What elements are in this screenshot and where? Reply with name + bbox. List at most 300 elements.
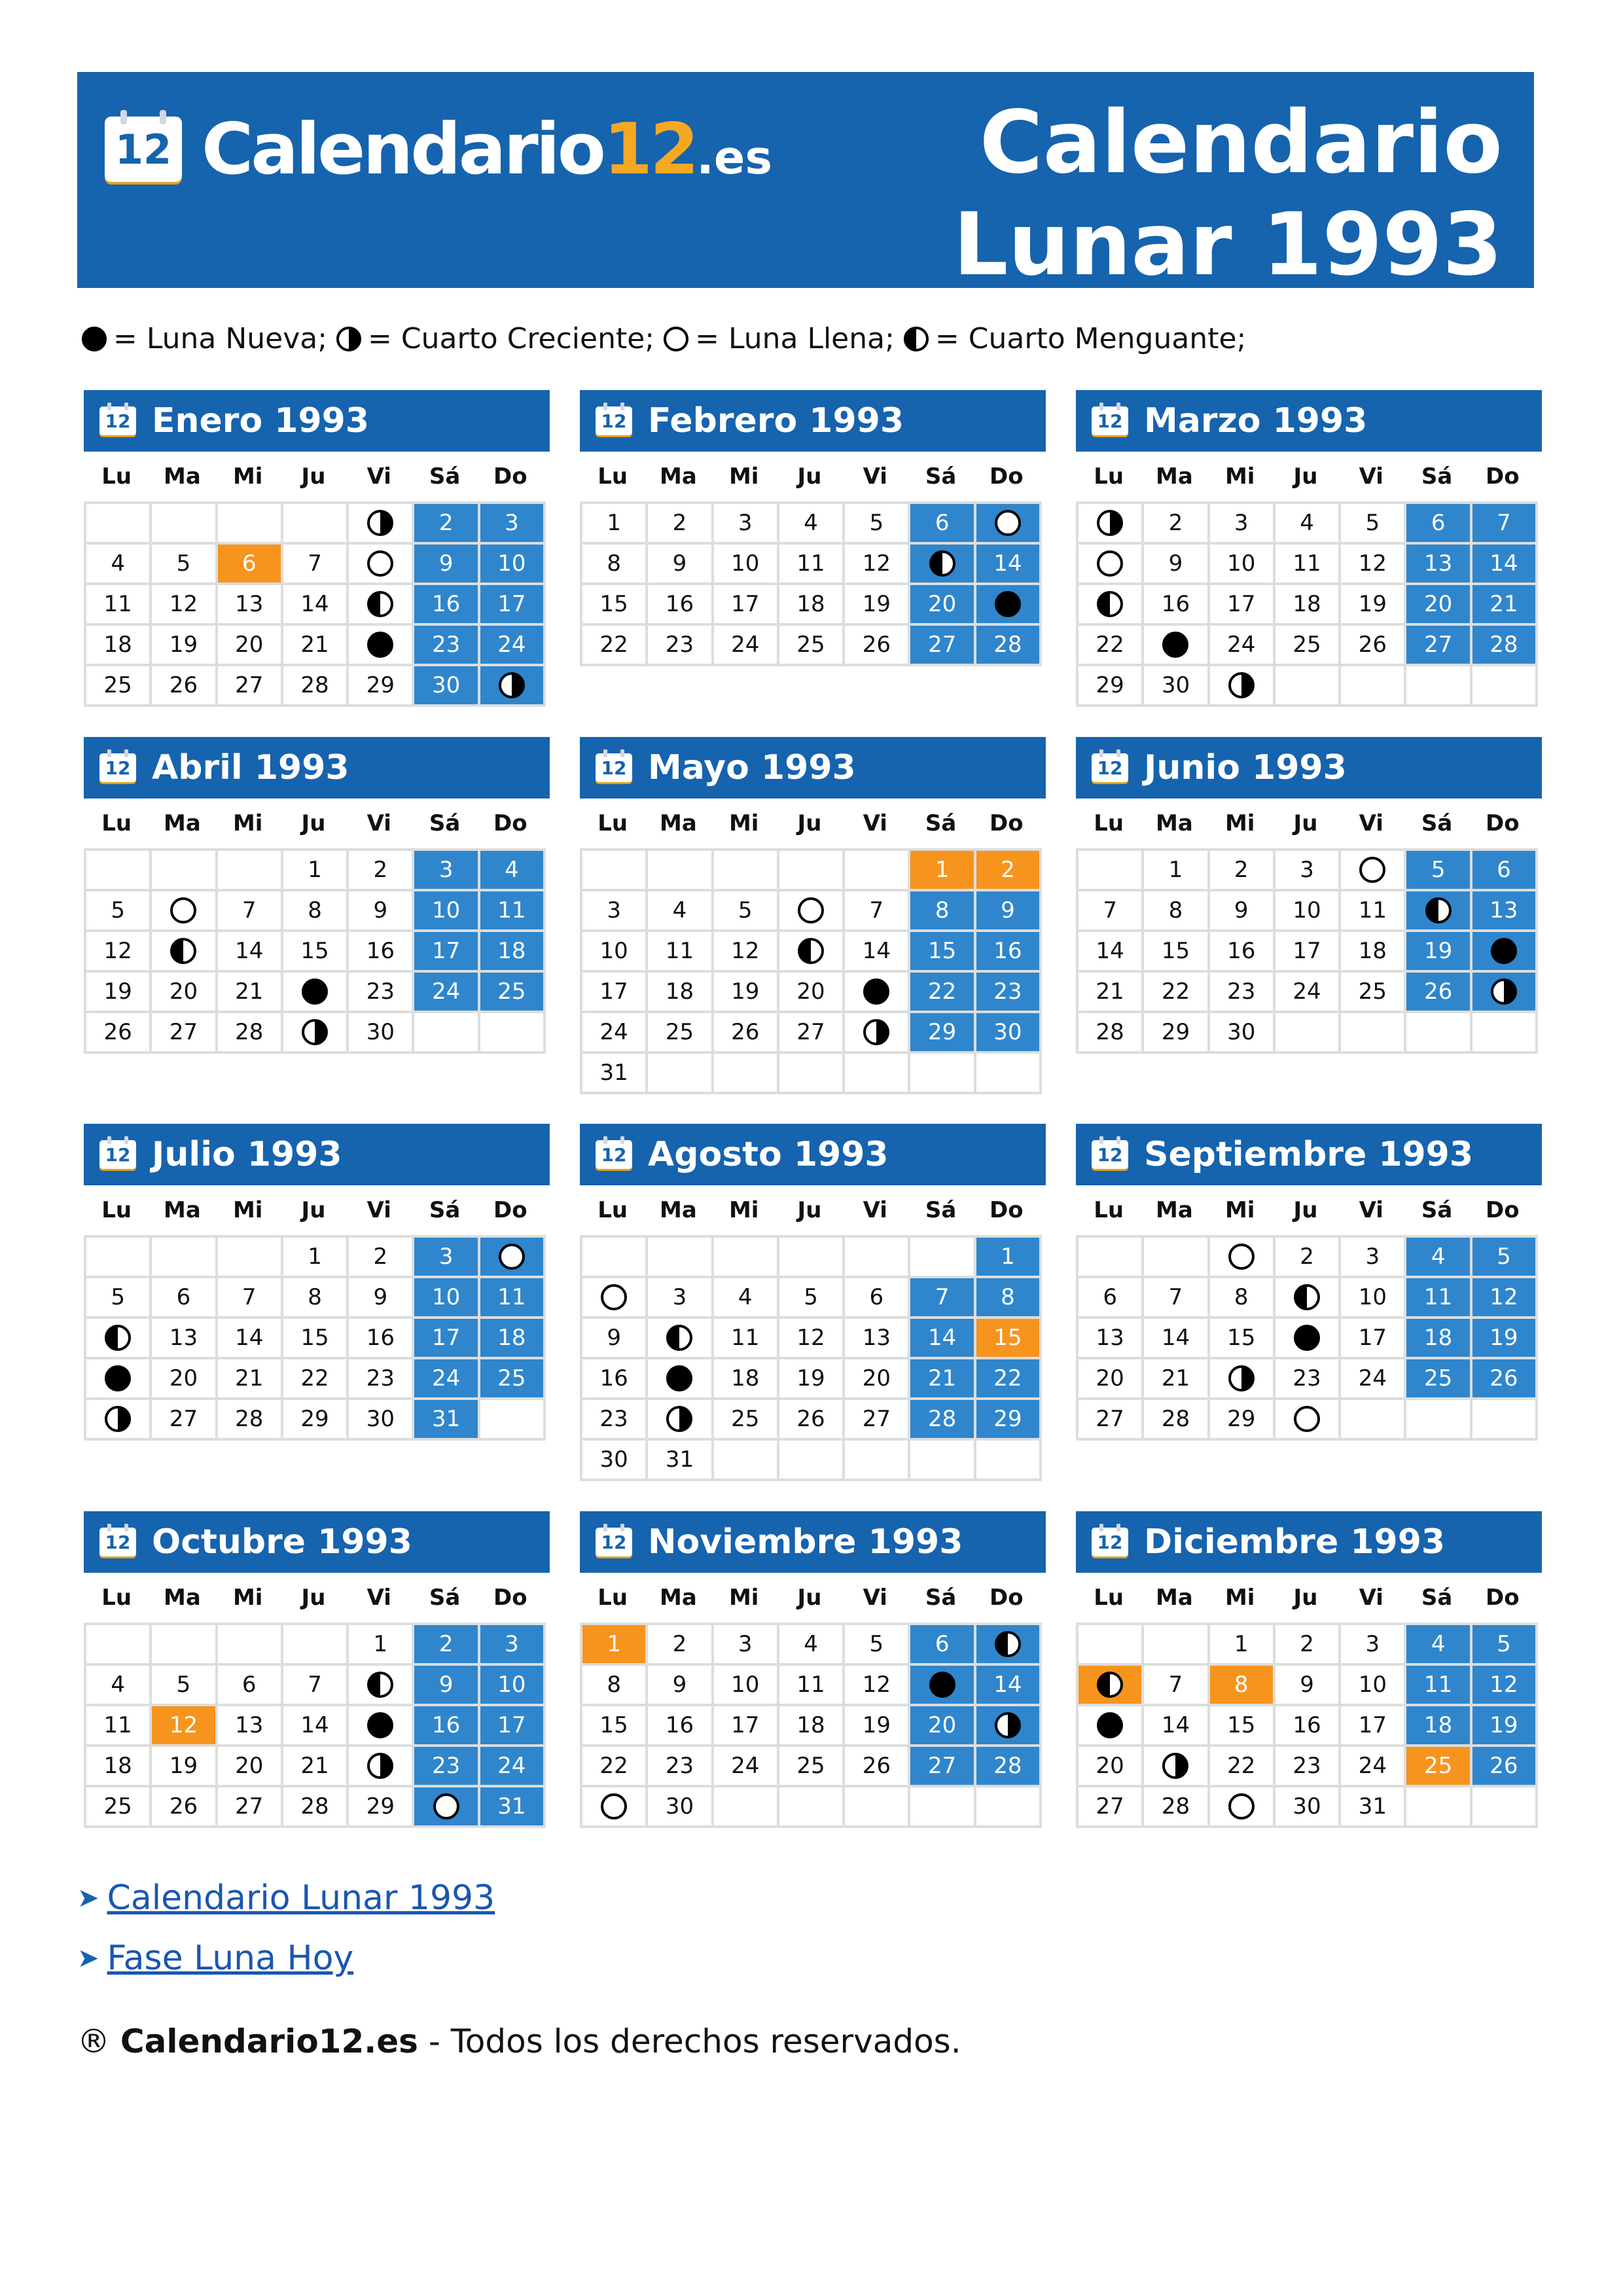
day-cell[interactable]: 29: [1144, 1013, 1209, 1054]
day-cell[interactable]: 17: [1341, 1706, 1406, 1747]
day-cell[interactable]: 24: [714, 1747, 779, 1787]
day-cell[interactable]: [1472, 973, 1538, 1013]
day-cell[interactable]: [779, 891, 845, 932]
day-cell[interactable]: 16: [648, 585, 713, 626]
day-cell[interactable]: 31: [582, 1054, 648, 1094]
day-cell[interactable]: 24: [714, 626, 779, 666]
day-cell[interactable]: 31: [414, 1400, 480, 1441]
day-cell[interactable]: 30: [349, 1013, 414, 1054]
day-cell[interactable]: 20: [779, 973, 845, 1013]
day-cell[interactable]: 17: [582, 973, 648, 1013]
day-cell[interactable]: 3: [1341, 1625, 1406, 1666]
day-cell[interactable]: 27: [910, 1747, 976, 1787]
day-cell[interactable]: 14: [1144, 1706, 1209, 1747]
day-cell[interactable]: 14: [218, 1319, 283, 1359]
day-cell[interactable]: [582, 1787, 648, 1828]
day-cell[interactable]: 6: [910, 504, 976, 545]
day-cell[interactable]: 30: [414, 666, 480, 707]
day-cell[interactable]: 20: [152, 1359, 217, 1400]
day-cell[interactable]: [1275, 1319, 1341, 1359]
day-cell[interactable]: 2: [414, 1625, 480, 1666]
day-cell[interactable]: 3: [1341, 1238, 1406, 1278]
day-cell[interactable]: 1: [582, 1625, 648, 1666]
day-cell[interactable]: 7: [1144, 1666, 1209, 1706]
day-cell[interactable]: 5: [152, 545, 217, 585]
day-cell[interactable]: [152, 891, 217, 932]
day-cell[interactable]: 18: [1341, 932, 1406, 973]
day-cell[interactable]: 9: [349, 891, 414, 932]
day-cell[interactable]: 29: [976, 1400, 1042, 1441]
day-cell[interactable]: 6: [845, 1278, 910, 1319]
day-cell[interactable]: 12: [779, 1319, 845, 1359]
day-cell[interactable]: 20: [218, 1747, 283, 1787]
day-cell[interactable]: 16: [1275, 1706, 1341, 1747]
day-cell[interactable]: 10: [714, 1666, 779, 1706]
day-cell[interactable]: 12: [845, 545, 910, 585]
day-cell[interactable]: [976, 1706, 1042, 1747]
moon-today-link[interactable]: Fase Luna Hoy: [107, 1939, 354, 1978]
day-cell[interactable]: 8: [582, 545, 648, 585]
day-cell[interactable]: 5: [1406, 851, 1472, 891]
day-cell[interactable]: 10: [414, 1278, 480, 1319]
day-cell[interactable]: 13: [845, 1319, 910, 1359]
day-cell[interactable]: 4: [779, 504, 845, 545]
day-cell[interactable]: 23: [349, 1359, 414, 1400]
day-cell[interactable]: 18: [1406, 1706, 1472, 1747]
day-cell[interactable]: 28: [1079, 1013, 1144, 1054]
day-cell[interactable]: 18: [86, 626, 152, 666]
day-cell[interactable]: 25: [86, 1787, 152, 1828]
day-cell[interactable]: 15: [1144, 932, 1209, 973]
day-cell[interactable]: [845, 973, 910, 1013]
day-cell[interactable]: 18: [648, 973, 713, 1013]
day-cell[interactable]: 11: [86, 1706, 152, 1747]
day-cell[interactable]: 22: [1079, 626, 1144, 666]
day-cell[interactable]: 11: [480, 1278, 546, 1319]
day-cell[interactable]: 1: [582, 504, 648, 545]
day-cell[interactable]: 19: [845, 1706, 910, 1747]
day-cell[interactable]: 26: [845, 1747, 910, 1787]
day-cell[interactable]: 20: [1079, 1359, 1144, 1400]
day-cell[interactable]: 23: [582, 1400, 648, 1441]
day-cell[interactable]: 31: [480, 1787, 546, 1828]
link-lunar-calendar[interactable]: [77, 1878, 495, 1918]
day-cell[interactable]: [648, 1319, 713, 1359]
day-cell[interactable]: 7: [1144, 1278, 1209, 1319]
day-cell[interactable]: 11: [714, 1319, 779, 1359]
day-cell[interactable]: 21: [283, 626, 349, 666]
day-cell[interactable]: [976, 504, 1042, 545]
day-cell[interactable]: 25: [714, 1400, 779, 1441]
day-cell[interactable]: 7: [283, 1666, 349, 1706]
day-cell[interactable]: 16: [349, 932, 414, 973]
day-cell[interactable]: 7: [218, 1278, 283, 1319]
day-cell[interactable]: [1079, 585, 1144, 626]
day-cell[interactable]: 17: [414, 1319, 480, 1359]
day-cell[interactable]: 22: [976, 1359, 1042, 1400]
day-cell[interactable]: 28: [976, 1747, 1042, 1787]
day-cell[interactable]: 12: [1472, 1666, 1538, 1706]
day-cell[interactable]: 10: [582, 932, 648, 973]
day-cell[interactable]: 2: [349, 851, 414, 891]
day-cell[interactable]: 14: [976, 545, 1042, 585]
day-cell[interactable]: 5: [845, 1625, 910, 1666]
day-cell[interactable]: 3: [414, 851, 480, 891]
day-cell[interactable]: 25: [779, 626, 845, 666]
day-cell[interactable]: 27: [845, 1400, 910, 1441]
day-cell[interactable]: [1144, 626, 1209, 666]
day-cell[interactable]: [1079, 504, 1144, 545]
day-cell[interactable]: 7: [218, 891, 283, 932]
day-cell[interactable]: 9: [648, 545, 713, 585]
day-cell[interactable]: 6: [1406, 504, 1472, 545]
day-cell[interactable]: [582, 1278, 648, 1319]
day-cell[interactable]: 19: [845, 585, 910, 626]
day-cell[interactable]: 9: [414, 1666, 480, 1706]
day-cell[interactable]: 27: [1079, 1787, 1144, 1828]
day-cell[interactable]: 11: [1275, 545, 1341, 585]
day-cell[interactable]: 23: [648, 1747, 713, 1787]
day-cell[interactable]: 29: [349, 666, 414, 707]
day-cell[interactable]: 24: [582, 1013, 648, 1054]
day-cell[interactable]: [480, 1238, 546, 1278]
day-cell[interactable]: 13: [1472, 891, 1538, 932]
day-cell[interactable]: 19: [779, 1359, 845, 1400]
day-cell[interactable]: 21: [1472, 585, 1538, 626]
day-cell[interactable]: 9: [976, 891, 1042, 932]
day-cell[interactable]: 13: [152, 1319, 217, 1359]
day-cell[interactable]: 30: [349, 1400, 414, 1441]
day-cell[interactable]: 26: [86, 1013, 152, 1054]
site-logo[interactable]: [105, 110, 772, 188]
day-cell[interactable]: 3: [1210, 504, 1275, 545]
day-cell[interactable]: 7: [910, 1278, 976, 1319]
day-cell[interactable]: [480, 666, 546, 707]
day-cell[interactable]: 20: [1079, 1747, 1144, 1787]
day-cell[interactable]: [1341, 851, 1406, 891]
day-cell[interactable]: [648, 1400, 713, 1441]
day-cell[interactable]: 8: [283, 891, 349, 932]
day-cell[interactable]: 3: [480, 504, 546, 545]
day-cell[interactable]: 8: [1144, 891, 1209, 932]
day-cell[interactable]: 10: [1341, 1278, 1406, 1319]
day-cell[interactable]: 21: [218, 1359, 283, 1400]
day-cell[interactable]: 9: [1275, 1666, 1341, 1706]
day-cell[interactable]: 3: [1275, 851, 1341, 891]
day-cell[interactable]: [152, 932, 217, 973]
day-cell[interactable]: 12: [1472, 1278, 1538, 1319]
day-cell[interactable]: [349, 1666, 414, 1706]
day-cell[interactable]: 19: [1341, 585, 1406, 626]
day-cell[interactable]: 26: [152, 666, 217, 707]
day-cell[interactable]: 4: [648, 891, 713, 932]
day-cell[interactable]: [648, 1359, 713, 1400]
day-cell[interactable]: 8: [283, 1278, 349, 1319]
day-cell[interactable]: 10: [1275, 891, 1341, 932]
day-cell[interactable]: [910, 1666, 976, 1706]
day-cell[interactable]: 29: [1079, 666, 1144, 707]
day-cell[interactable]: [86, 1400, 152, 1441]
day-cell[interactable]: 15: [283, 1319, 349, 1359]
day-cell[interactable]: 8: [1210, 1278, 1275, 1319]
day-cell[interactable]: 14: [218, 932, 283, 973]
day-cell[interactable]: [1144, 1747, 1209, 1787]
day-cell[interactable]: 12: [152, 585, 217, 626]
day-cell[interactable]: 2: [1210, 851, 1275, 891]
day-cell[interactable]: 17: [1341, 1319, 1406, 1359]
day-cell[interactable]: [976, 585, 1042, 626]
day-cell[interactable]: 25: [1341, 973, 1406, 1013]
day-cell[interactable]: 27: [152, 1400, 217, 1441]
day-cell[interactable]: 6: [1472, 851, 1538, 891]
day-cell[interactable]: 29: [283, 1400, 349, 1441]
day-cell[interactable]: 29: [349, 1787, 414, 1828]
day-cell[interactable]: 15: [1210, 1319, 1275, 1359]
day-cell[interactable]: 28: [218, 1400, 283, 1441]
link-moon-today[interactable]: [77, 1939, 353, 1978]
day-cell[interactable]: 25: [86, 666, 152, 707]
day-cell[interactable]: 4: [779, 1625, 845, 1666]
day-cell[interactable]: 6: [910, 1625, 976, 1666]
day-cell[interactable]: 19: [714, 973, 779, 1013]
day-cell[interactable]: 22: [1144, 973, 1209, 1013]
day-cell[interactable]: 1: [283, 1238, 349, 1278]
day-cell[interactable]: 11: [648, 932, 713, 973]
day-cell[interactable]: 11: [1341, 891, 1406, 932]
day-cell[interactable]: 4: [480, 851, 546, 891]
day-cell[interactable]: 24: [1341, 1359, 1406, 1400]
day-cell[interactable]: 22: [1210, 1747, 1275, 1787]
day-cell[interactable]: 2: [414, 504, 480, 545]
day-cell[interactable]: [349, 545, 414, 585]
day-cell[interactable]: [414, 1787, 480, 1828]
day-cell[interactable]: 29: [1210, 1400, 1275, 1441]
day-cell[interactable]: 8: [1210, 1666, 1275, 1706]
day-cell[interactable]: 14: [283, 1706, 349, 1747]
day-cell[interactable]: 23: [1275, 1359, 1341, 1400]
day-cell[interactable]: 30: [976, 1013, 1042, 1054]
day-cell[interactable]: 4: [1275, 504, 1341, 545]
day-cell[interactable]: 17: [1210, 585, 1275, 626]
day-cell[interactable]: 11: [779, 545, 845, 585]
day-cell[interactable]: 3: [582, 891, 648, 932]
day-cell[interactable]: 12: [152, 1706, 217, 1747]
day-cell[interactable]: 24: [1275, 973, 1341, 1013]
day-cell[interactable]: 21: [218, 973, 283, 1013]
day-cell[interactable]: 12: [86, 932, 152, 973]
day-cell[interactable]: 9: [1210, 891, 1275, 932]
day-cell[interactable]: 11: [1406, 1666, 1472, 1706]
day-cell[interactable]: [1472, 932, 1538, 973]
day-cell[interactable]: [1210, 666, 1275, 707]
day-cell[interactable]: 7: [283, 545, 349, 585]
day-cell[interactable]: 30: [1144, 666, 1209, 707]
day-cell[interactable]: 14: [283, 585, 349, 626]
day-cell[interactable]: 2: [648, 1625, 713, 1666]
day-cell[interactable]: 24: [1341, 1747, 1406, 1787]
day-cell[interactable]: 20: [1406, 585, 1472, 626]
day-cell[interactable]: 17: [714, 585, 779, 626]
day-cell[interactable]: 24: [414, 973, 480, 1013]
day-cell[interactable]: 27: [218, 1787, 283, 1828]
day-cell[interactable]: 23: [648, 626, 713, 666]
day-cell[interactable]: 20: [152, 973, 217, 1013]
day-cell[interactable]: 15: [582, 585, 648, 626]
day-cell[interactable]: 18: [779, 1706, 845, 1747]
day-cell[interactable]: 26: [1472, 1359, 1538, 1400]
day-cell[interactable]: [1210, 1359, 1275, 1400]
day-cell[interactable]: 25: [779, 1747, 845, 1787]
day-cell[interactable]: 4: [714, 1278, 779, 1319]
day-cell[interactable]: 2: [1144, 504, 1209, 545]
day-cell[interactable]: 13: [1079, 1319, 1144, 1359]
day-cell[interactable]: 12: [845, 1666, 910, 1706]
day-cell[interactable]: 16: [414, 585, 480, 626]
day-cell[interactable]: 10: [480, 1666, 546, 1706]
day-cell[interactable]: 1: [349, 1625, 414, 1666]
day-cell[interactable]: 4: [1406, 1625, 1472, 1666]
day-cell[interactable]: 11: [480, 891, 546, 932]
day-cell[interactable]: 7: [1079, 891, 1144, 932]
day-cell[interactable]: [1079, 1706, 1144, 1747]
day-cell[interactable]: 31: [1341, 1787, 1406, 1828]
day-cell[interactable]: 16: [1144, 585, 1209, 626]
day-cell[interactable]: 22: [910, 973, 976, 1013]
day-cell[interactable]: 6: [1079, 1278, 1144, 1319]
day-cell[interactable]: 30: [1210, 1013, 1275, 1054]
day-cell[interactable]: 24: [1210, 626, 1275, 666]
day-cell[interactable]: 8: [910, 891, 976, 932]
day-cell[interactable]: 10: [1341, 1666, 1406, 1706]
day-cell[interactable]: 24: [480, 626, 546, 666]
day-cell[interactable]: 23: [414, 626, 480, 666]
day-cell[interactable]: 8: [582, 1666, 648, 1706]
day-cell[interactable]: 28: [1472, 626, 1538, 666]
day-cell[interactable]: [976, 1625, 1042, 1666]
day-cell[interactable]: 23: [1210, 973, 1275, 1013]
day-cell[interactable]: 30: [582, 1441, 648, 1481]
day-cell[interactable]: 23: [349, 973, 414, 1013]
day-cell[interactable]: 5: [1472, 1625, 1538, 1666]
day-cell[interactable]: 12: [714, 932, 779, 973]
day-cell[interactable]: 10: [480, 545, 546, 585]
day-cell[interactable]: [845, 1013, 910, 1054]
day-cell[interactable]: 26: [845, 626, 910, 666]
day-cell[interactable]: 11: [1406, 1278, 1472, 1319]
day-cell[interactable]: 19: [86, 973, 152, 1013]
day-cell[interactable]: 23: [976, 973, 1042, 1013]
day-cell[interactable]: 13: [1406, 545, 1472, 585]
day-cell[interactable]: 9: [582, 1319, 648, 1359]
day-cell[interactable]: 15: [1210, 1706, 1275, 1747]
day-cell[interactable]: 26: [152, 1787, 217, 1828]
day-cell[interactable]: 30: [1275, 1787, 1341, 1828]
day-cell[interactable]: 17: [714, 1706, 779, 1747]
day-cell[interactable]: 4: [1406, 1238, 1472, 1278]
day-cell[interactable]: 3: [714, 504, 779, 545]
day-cell[interactable]: 7: [1472, 504, 1538, 545]
day-cell[interactable]: 24: [414, 1359, 480, 1400]
day-cell[interactable]: [1079, 545, 1144, 585]
day-cell[interactable]: 20: [910, 585, 976, 626]
day-cell[interactable]: 15: [976, 1319, 1042, 1359]
day-cell[interactable]: 3: [480, 1625, 546, 1666]
day-cell[interactable]: 11: [779, 1666, 845, 1706]
day-cell[interactable]: 15: [582, 1706, 648, 1747]
day-cell[interactable]: 2: [349, 1238, 414, 1278]
day-cell[interactable]: 1: [976, 1238, 1042, 1278]
day-cell[interactable]: 30: [648, 1787, 713, 1828]
day-cell[interactable]: [1210, 1787, 1275, 1828]
day-cell[interactable]: 5: [845, 504, 910, 545]
day-cell[interactable]: 13: [218, 1706, 283, 1747]
day-cell[interactable]: 10: [714, 545, 779, 585]
day-cell[interactable]: 2: [1275, 1625, 1341, 1666]
day-cell[interactable]: 21: [1079, 973, 1144, 1013]
day-cell[interactable]: [1079, 1666, 1144, 1706]
day-cell[interactable]: 31: [648, 1441, 713, 1481]
day-cell[interactable]: 20: [910, 1706, 976, 1747]
day-cell[interactable]: [1406, 891, 1472, 932]
day-cell[interactable]: 29: [910, 1013, 976, 1054]
day-cell[interactable]: 23: [1275, 1747, 1341, 1787]
day-cell[interactable]: 19: [152, 1747, 217, 1787]
day-cell[interactable]: 7: [845, 891, 910, 932]
day-cell[interactable]: 5: [1341, 504, 1406, 545]
day-cell[interactable]: 20: [218, 626, 283, 666]
day-cell[interactable]: 21: [283, 1747, 349, 1787]
day-cell[interactable]: [349, 504, 414, 545]
day-cell[interactable]: 18: [86, 1747, 152, 1787]
day-cell[interactable]: [910, 545, 976, 585]
day-cell[interactable]: 19: [1472, 1319, 1538, 1359]
day-cell[interactable]: 5: [779, 1278, 845, 1319]
day-cell[interactable]: 28: [283, 1787, 349, 1828]
day-cell[interactable]: 22: [582, 1747, 648, 1787]
day-cell[interactable]: 24: [480, 1747, 546, 1787]
day-cell[interactable]: 14: [910, 1319, 976, 1359]
day-cell[interactable]: 25: [480, 1359, 546, 1400]
day-cell[interactable]: 9: [1144, 545, 1209, 585]
day-cell[interactable]: 5: [86, 891, 152, 932]
day-cell[interactable]: 15: [283, 932, 349, 973]
day-cell[interactable]: 19: [1472, 1706, 1538, 1747]
day-cell[interactable]: [349, 1706, 414, 1747]
day-cell[interactable]: 27: [152, 1013, 217, 1054]
day-cell[interactable]: 21: [1144, 1359, 1209, 1400]
day-cell[interactable]: 17: [1275, 932, 1341, 973]
day-cell[interactable]: [349, 1747, 414, 1787]
day-cell[interactable]: [779, 932, 845, 973]
day-cell[interactable]: 14: [1079, 932, 1144, 973]
day-cell[interactable]: 6: [152, 1278, 217, 1319]
day-cell[interactable]: 17: [480, 585, 546, 626]
day-cell[interactable]: 16: [582, 1359, 648, 1400]
day-cell[interactable]: 2: [976, 851, 1042, 891]
day-cell[interactable]: 3: [714, 1625, 779, 1666]
day-cell[interactable]: 3: [414, 1238, 480, 1278]
day-cell[interactable]: [349, 585, 414, 626]
day-cell[interactable]: 4: [86, 545, 152, 585]
day-cell[interactable]: 25: [480, 973, 546, 1013]
day-cell[interactable]: 9: [349, 1278, 414, 1319]
day-cell[interactable]: 8: [976, 1278, 1042, 1319]
day-cell[interactable]: 9: [414, 545, 480, 585]
day-cell[interactable]: [349, 626, 414, 666]
day-cell[interactable]: [283, 1013, 349, 1054]
day-cell[interactable]: 1: [910, 851, 976, 891]
day-cell[interactable]: 5: [152, 1666, 217, 1706]
